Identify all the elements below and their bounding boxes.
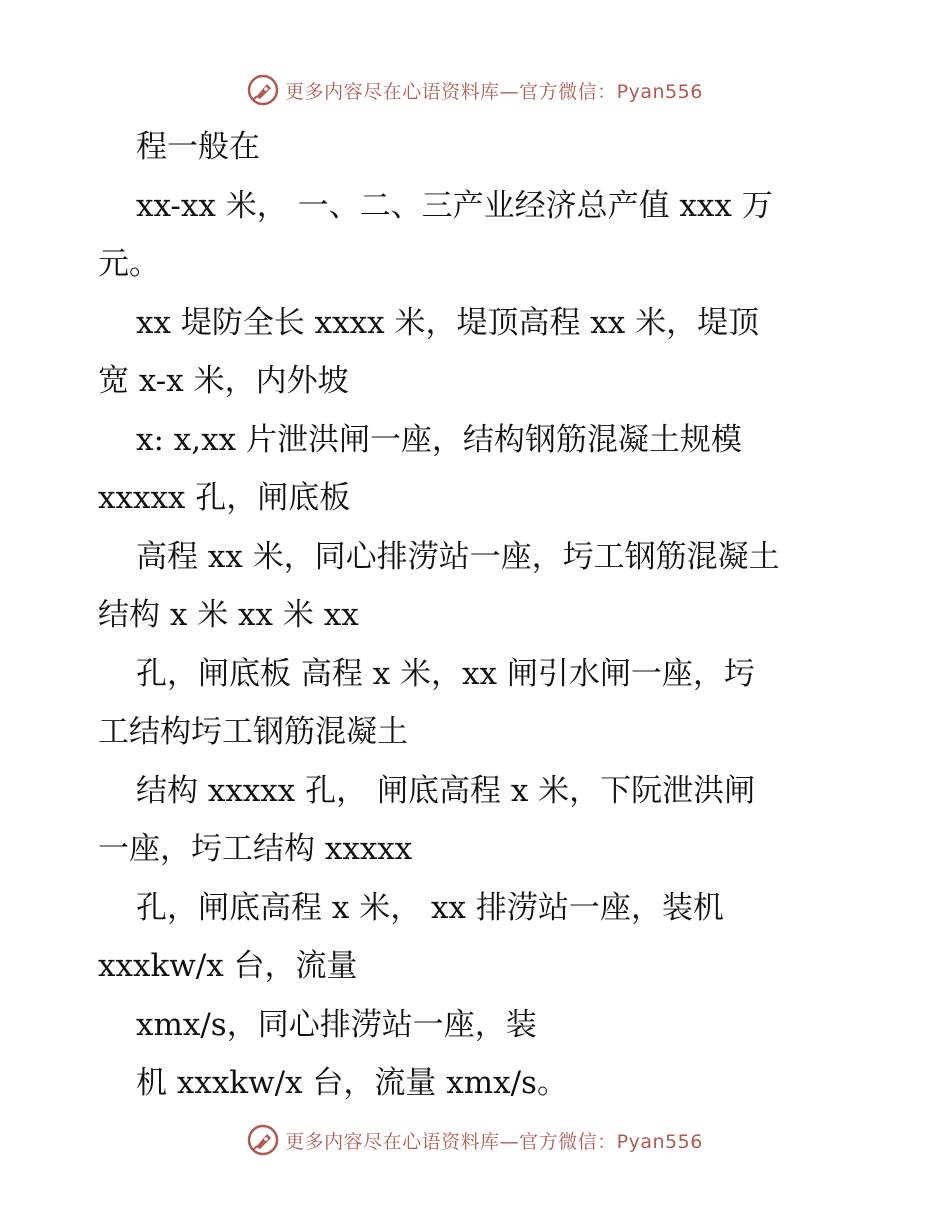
text-line: 孔，闸底板 高程 x 米，xx 闸引水闸一座，圬 bbox=[136, 655, 755, 692]
text-line: xmx/s，同心排涝站一座，装 bbox=[136, 1006, 537, 1043]
pen-nib-logo-icon bbox=[247, 74, 279, 106]
text-line: xxxkw/x 台，流量 bbox=[98, 948, 358, 984]
pen-nib-logo-icon bbox=[247, 1124, 279, 1156]
footer-watermark-banner bbox=[0, 1120, 950, 1160]
text-line: 元。 bbox=[98, 246, 160, 282]
document-body bbox=[98, 118, 858, 1113]
text-line: 孔，闸底高程 x 米， xx 排涝站一座，装机 bbox=[136, 889, 724, 926]
text-line: 结构 xxxxx 孔， 闸底高程 x 米，下阮泄洪闸 bbox=[136, 772, 756, 809]
header-watermark-banner bbox=[0, 70, 950, 110]
text-line: xx-xx 米， 一、二、三产业经济总产值 xxx 万 bbox=[136, 187, 773, 224]
text-line: 工结构圬工钢筋混凝土 bbox=[98, 714, 408, 750]
text-line: xxxxx 孔，闸底板 bbox=[98, 480, 351, 516]
text-line: 机 xxxkw/x 台，流量 xmx/s。 bbox=[136, 1065, 568, 1101]
text-line: xx 堤防全长 xxxx 米，堤顶高程 xx 米，堤顶 bbox=[136, 304, 760, 341]
text-line: 一座，圬工结构 xxxxx bbox=[98, 831, 413, 867]
text-line: x: x,xx 片泄洪闸一座，结构钢筋混凝土规模 bbox=[136, 421, 742, 458]
watermark-text: 更多内容尽在心语资料库—官方微信：Pyan556 bbox=[285, 80, 703, 103]
text-line: 高程 xx 米，同心排涝站一座，圬工钢筋混凝土 bbox=[136, 538, 780, 575]
watermark-text: 更多内容尽在心语资料库—官方微信：Pyan556 bbox=[285, 1130, 703, 1153]
text-line: 宽 x-x 米，内外坡 bbox=[98, 363, 349, 399]
text-line: 程一般在 bbox=[136, 129, 260, 165]
text-line: 结构 x 米 xx 米 xx bbox=[98, 597, 359, 633]
